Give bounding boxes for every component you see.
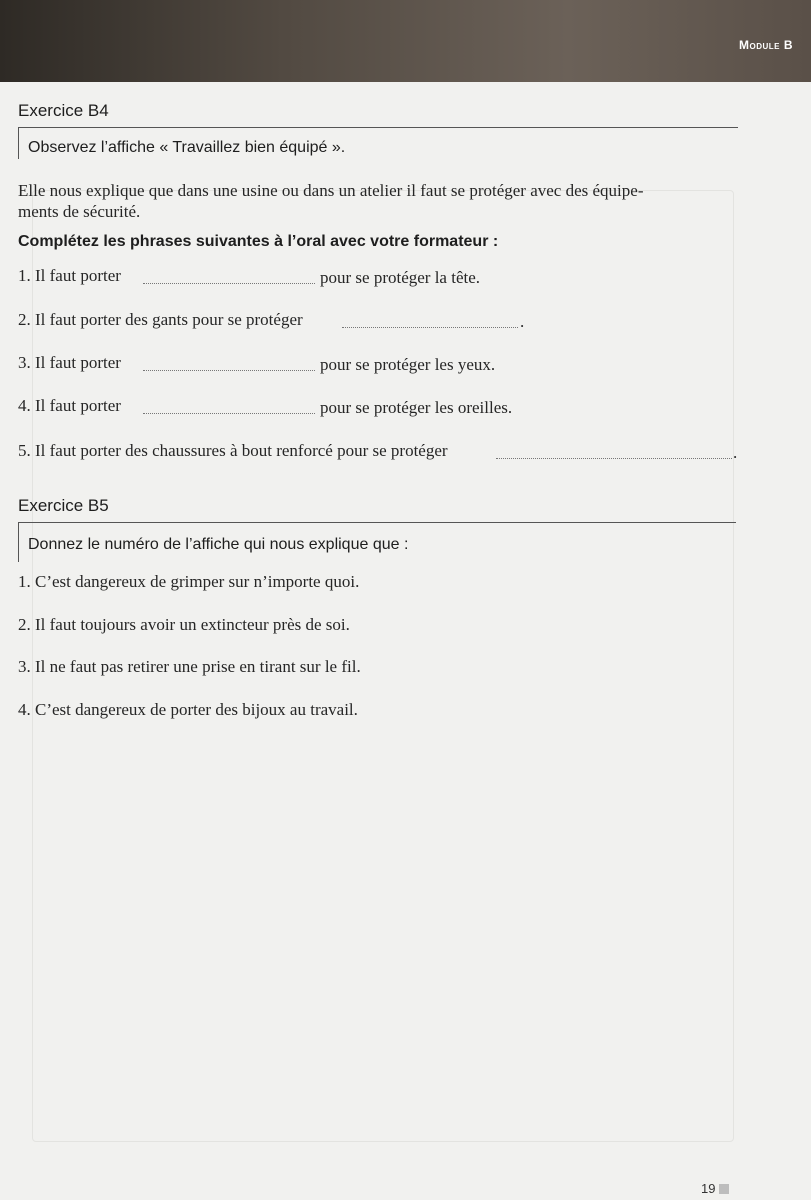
exercise-b5-rule bbox=[18, 522, 736, 523]
b4-item-5-end: . bbox=[733, 443, 738, 462]
b4-item-1-blank[interactable] bbox=[143, 282, 315, 284]
b5-item-4: 4. C’est dangereux de porter des bijoux au travail. bbox=[18, 700, 358, 719]
b5-item-1: 1. C’est dangereux de grimper sur n’importe quoi. bbox=[18, 572, 360, 591]
exercise-b5-rule-vertical bbox=[18, 522, 19, 562]
exercise-b4-instruction: Observez l’affiche « Travaillez bien équipé ». bbox=[28, 139, 346, 156]
b4-item-4-end: pour se protéger les oreilles. bbox=[320, 398, 513, 417]
exercise-b4-rule bbox=[18, 127, 738, 128]
b4-item-5-blank[interactable] bbox=[496, 457, 732, 459]
b4-item-5-start: 5. Il faut porter des chaussures à bout renforcé pour se protéger bbox=[18, 441, 448, 460]
exercise-b5-title: Exercice B5 bbox=[18, 496, 109, 515]
b4-item-1-start: 1. Il faut porter bbox=[18, 266, 121, 285]
exercise-b4-title: Exercice B4 bbox=[18, 101, 109, 120]
exercise-b4-rule-vertical bbox=[18, 127, 19, 159]
b4-item-3-blank[interactable] bbox=[143, 369, 315, 371]
page-number-marker bbox=[719, 1184, 729, 1194]
b4-item-2-start: 2. Il faut porter des gants pour se protéger bbox=[18, 310, 303, 329]
b4-item-1-end: pour se protéger la tête. bbox=[320, 268, 481, 287]
b4-item-2-end: . bbox=[520, 312, 525, 331]
module-label: Module B bbox=[739, 38, 793, 52]
exercise-b5-instruction: Donnez le numéro de l’affiche qui nous explique que : bbox=[28, 536, 409, 553]
intro-line-2: ments de sécurité. bbox=[18, 202, 141, 221]
b5-item-3: 3. Il ne faut pas retirer une prise en tirant sur le fil. bbox=[18, 657, 361, 676]
b5-item-2: 2. Il faut toujours avoir un extincteur près de soi. bbox=[18, 615, 350, 634]
b4-item-4-blank[interactable] bbox=[143, 412, 315, 414]
exercise-b4-intro bbox=[18, 180, 718, 222]
b4-item-2-blank[interactable] bbox=[342, 326, 518, 328]
intro-line-1: Elle nous explique que dans une usine ou dans un atelier il faut se protéger avec des équipe- bbox=[18, 181, 644, 200]
b4-item-3-end: pour se protéger les yeux. bbox=[320, 355, 496, 374]
header-band bbox=[0, 0, 811, 82]
exercise-b4-task: Complétez les phrases suivantes à l’oral avec votre formateur : bbox=[18, 233, 499, 250]
b4-item-3-start: 3. Il faut porter bbox=[18, 353, 121, 372]
b4-item-4-start: 4. Il faut porter bbox=[18, 396, 121, 415]
page-number: 19 bbox=[701, 1181, 716, 1196]
